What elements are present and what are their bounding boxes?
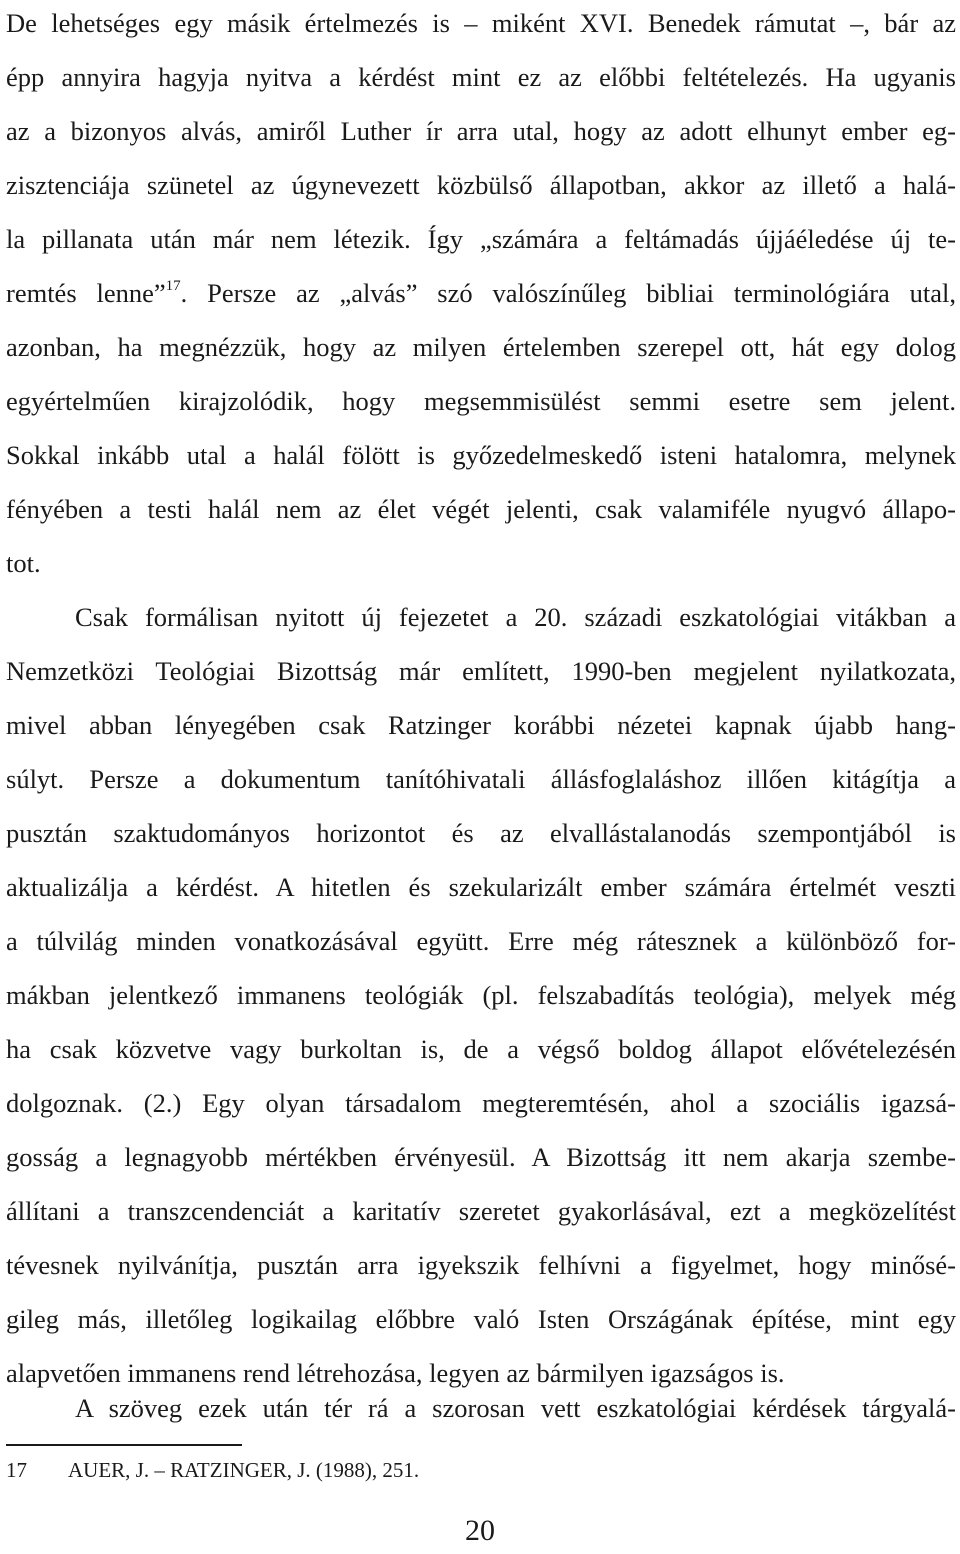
body-line-2: épp annyira hagyja nyitva a kérdést mint ez az előbbi feltételezés. Ha ugyanis xyxy=(6,62,956,92)
footnote xyxy=(6,1457,419,1483)
paragraph-2-line-2: Nemzetközi Teológiai Bizottság már említett, 1990-ben megjelent nyilatkozata, xyxy=(6,656,956,686)
body-line-1: De lehetséges egy másik értelmezés is – miként XVI. Benedek rámutat –, bár az xyxy=(6,8,956,38)
paragraph-2-line-1: Csak formálisan nyitott új fejezetet a 20. századi eszkatológiai vitákban a xyxy=(75,602,956,632)
paragraph-2-line-11: gosság a legnagyobb mértékben érvényesül. A Bizottság itt nem akarja szembe- xyxy=(6,1142,956,1172)
body-line-3: az a bizonyos alvás, amiről Luther ír arra utal, hogy az adott elhunyt ember eg- xyxy=(6,116,956,146)
paragraph-2-line-3: mivel abban lényegében csak Ratzinger korábbi nézetei kapnak újabb hang- xyxy=(6,710,956,740)
body-line-4: zisztenciája szünetel az úgynevezett közbülső állapotban, akkor az illető a halá- xyxy=(6,170,956,200)
paragraph-2-line-8: mákban jelentkező immanens teológiák (pl. felszabadítás teológia), melyek még xyxy=(6,980,956,1010)
page-number: 20 xyxy=(465,1514,495,1547)
paragraph-2-line-12: állítani a transzcendenciát a karitatív szeretet gyakorlásával, ezt a megközelítést xyxy=(6,1196,956,1226)
body-line-11: tot. xyxy=(6,548,41,578)
paragraph-2-line-10: dolgoznak. (2.) Egy olyan társadalom megteremtésén, ahol a szociális igazsá- xyxy=(6,1088,956,1118)
paragraph-2-line-7: a túlvilág minden vonatkozásával együtt. Erre még rátesznek a különböző for- xyxy=(6,926,956,956)
footnote-number: 17 xyxy=(6,1458,27,1482)
footnote-divider xyxy=(6,1444,242,1446)
body-line-7: azonban, ha megnézzük, hogy az milyen értelemben szerepel ott, hát egy dolog xyxy=(6,332,956,362)
footnote-reference: 17 xyxy=(165,278,181,294)
paragraph-2-line-13: tévesnek nyilvánítja, pusztán arra igyekszik felhívni a figyelmet, hogy minősé- xyxy=(6,1250,956,1280)
body-line-6-end: . Persze az „alvás” szó valószínűleg bibliai terminológiára utal, xyxy=(180,278,956,308)
body-line-8: egyértelműen kirajzolódik, hogy megsemmisülést semmi esetre sem jelent. xyxy=(6,386,956,416)
footnote-text: AUER, J. – RATZINGER, J. (1988), 251. xyxy=(68,1458,420,1482)
paragraph-2-line-9: ha csak közvetve vagy burkoltan is, de a végső boldog állapot elővételezésén xyxy=(6,1034,956,1064)
paragraph-2-line-5: pusztán szaktudományos horizontot és az elvallástalanodás szempontjából is xyxy=(6,818,956,848)
body-line-10: fényében a testi halál nem az élet végét jelenti, csak valamiféle nyugvó állapo- xyxy=(6,494,956,524)
paragraph-2-line-15: alapvetően immanens rend létrehozása, legyen az bármilyen igazságos is. xyxy=(6,1358,785,1388)
paragraph-2-line-4: súlyt. Persze a dokumentum tanítóhivatali állásfoglaláshoz illően kitágítja a xyxy=(6,764,956,794)
body-line-5: la pillanata után már nem létezik. Így „számára a feltámadás újjáéledése új te- xyxy=(6,224,956,254)
paragraph-3-line-1: A szöveg ezek után tér rá a szorosan vett eszkatológiai kérdések tárgyalá- xyxy=(75,1393,956,1423)
paragraph-2-line-14: gileg más, illetőleg logikailag előbbre való Isten Országának építése, mint egy xyxy=(6,1304,956,1334)
body-line-9: Sokkal inkább utal a halál fölött is győzedelmeskedő isteni hatalomra, melynek xyxy=(6,440,956,470)
body-line-6 xyxy=(6,277,956,309)
paragraph-2-line-6: aktualizálja a kérdést. A hitetlen és szekularizált ember számára értelmét veszti xyxy=(6,872,956,902)
body-line-6-start: remtés lenne” xyxy=(6,278,166,308)
